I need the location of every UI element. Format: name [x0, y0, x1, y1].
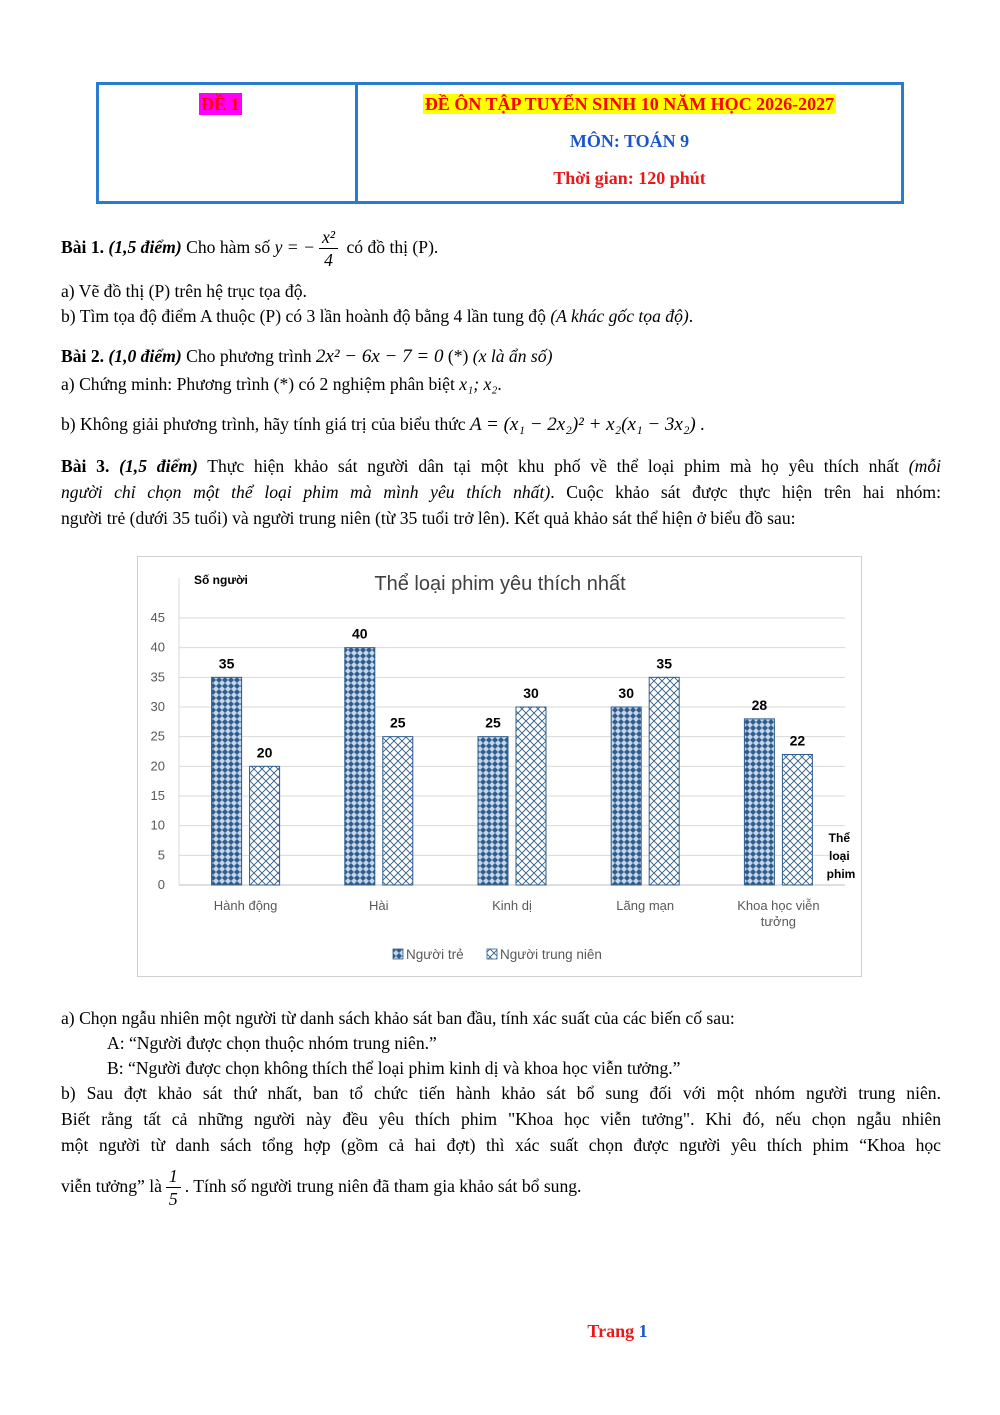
- bai2-a-end: .: [497, 374, 502, 394]
- footer-word: Trang: [587, 1321, 635, 1341]
- data-label: 35: [218, 655, 235, 672]
- bai1-b-main: b) Tìm tọa độ điểm A thuộc (P) có 3 lần hoành độ bằng 4 lần tung độ: [61, 306, 546, 326]
- data-label: 30: [618, 685, 634, 701]
- bar-chart: [137, 556, 862, 977]
- data-label: 25: [485, 714, 501, 731]
- bai3-question-b-line4: [61, 1160, 941, 1212]
- chart-svg: [138, 557, 863, 978]
- bai3-qb4-post: . Tính số người trung niên đã tham gia khảo sát bổ sung.: [184, 1176, 582, 1196]
- page-footer: [0, 1321, 1000, 1342]
- bar-young: [478, 737, 508, 885]
- probability-fraction: [166, 1165, 181, 1210]
- chart-data-labels: [219, 626, 806, 761]
- bai2-intro: Cho phương trình: [186, 346, 312, 366]
- bai3-question-a: a) Chọn ngẫu nhiên một người từ danh sách khảo sát ban đầu, tính xác suất của các biến cố sau:: [61, 1008, 735, 1028]
- bar-middle-aged: [649, 677, 679, 885]
- prob-frac-num: 1: [166, 1165, 181, 1188]
- y-tick-label: 10: [150, 817, 165, 833]
- chart-legend: [393, 947, 602, 962]
- chart-x-ticks: [214, 898, 820, 929]
- y-tick-label: 35: [150, 669, 165, 685]
- bai3-line2: [61, 480, 941, 504]
- bai3-event-b: B: “Người được chọn không thích thể loại phim kinh dị và khoa học viễn tưởng.”: [107, 1058, 681, 1078]
- bai3-question-b-line2: Biết rằng tất cả những người này đều yêu thích phim "Khoa học viễn tưởng". Khi đó, nếu chọn ngẫu nhiên: [61, 1109, 941, 1129]
- bar-middle-aged: [516, 707, 546, 885]
- x-tick-label: tưởng: [760, 914, 797, 929]
- bai3-line1-text: Thực hiện khảo sát người dân tại một khu phố về thể loại phim mà họ yêu thích nhất: [207, 456, 899, 476]
- bar-middle-aged: [383, 737, 413, 885]
- data-label: 20: [256, 744, 273, 761]
- bai2-star: (*): [447, 346, 469, 366]
- bai1-label: Bài 1.: [61, 237, 105, 257]
- bai2-a-roots: x₁; x₂: [459, 374, 498, 394]
- bai2-points: (1,0 điểm): [108, 346, 182, 366]
- bai2-b-end: .: [700, 414, 705, 434]
- y-tick-label: 5: [157, 847, 165, 863]
- y-tick-label: 30: [150, 699, 165, 714]
- bai1-func-lhs: y = −: [274, 237, 315, 257]
- legend-swatch-young: [393, 949, 403, 959]
- bai1-a: a) Vẽ đồ thị (P) trên hệ trục tọa độ.: [61, 281, 307, 301]
- y-tick-label: 25: [150, 728, 165, 744]
- bai2-note: (x là ẩn số): [472, 346, 553, 366]
- bai1-frac-num: x²: [319, 226, 338, 249]
- exam-title: ĐỀ ÔN TẬP TUYỂN SINH 10 NĂM HỌC 2026-2027: [424, 94, 835, 114]
- legend-middle-aged: Người trung niên: [500, 947, 602, 962]
- x-tick-label: Hài: [369, 898, 389, 913]
- bai1-fraction: [319, 226, 338, 271]
- prob-frac-den: 5: [168, 1189, 178, 1210]
- y-tick-label: 20: [150, 758, 165, 774]
- bai2-b-text: b) Không giải phương trình, hãy tính giá trị của biểu thức: [61, 414, 466, 434]
- x-tick-label: Lãng mạn: [616, 898, 675, 913]
- bai1-points: (1,5 điểm): [108, 237, 182, 257]
- data-label: 40: [352, 625, 368, 642]
- legend-swatch-middle-aged: [487, 949, 497, 959]
- bai3-label: Bài 3.: [61, 456, 110, 476]
- exam-code: ĐỀ 1: [201, 94, 240, 114]
- x-tick-label: Hành động: [213, 898, 278, 913]
- bai3-event-a: A: “Người được chọn thuộc nhóm trung niên.”: [107, 1033, 437, 1053]
- y-tick-label: 0: [157, 877, 165, 892]
- exam-time: Thời gian: 120 phút: [553, 168, 706, 188]
- y-tick-label: 15: [150, 788, 165, 803]
- bai2-heading: [61, 344, 941, 369]
- bai3-line1-note: (mỗi: [908, 456, 941, 476]
- data-label: 35: [656, 655, 672, 672]
- bai3-question-b-line1: b) Sau đợt khảo sát thứ nhất, ban tổ chức tiến hành khảo sát bổ sung đối với một nhóm người trung niên.: [61, 1083, 941, 1103]
- bai3-line2-text: . Cuộc khảo sát được thực hiện trên hai nhóm:: [550, 482, 941, 502]
- bai3-question-b-line3: một người từ danh sách tổng hợp (gồm cả hai đợt) thì xác suất chọn được người yêu thích phim “Khoa học: [61, 1135, 941, 1155]
- x-axis-label-line1: Thể: [828, 831, 850, 845]
- bai2-b-expr: A = (x₁ − 2x₂)² + x₂(x₁ − 3x₂): [470, 414, 696, 435]
- data-label: 25: [390, 714, 406, 731]
- bar-young: [611, 707, 641, 885]
- data-label: 30: [523, 685, 539, 701]
- bai2-b: [61, 412, 941, 437]
- header-table: [96, 82, 904, 204]
- y-tick-label: 40: [150, 639, 165, 655]
- y-axis-label: Số người: [194, 573, 248, 587]
- header-right-cell: [358, 85, 901, 201]
- bar-young: [212, 677, 242, 885]
- x-axis-label-line3: phim: [826, 867, 856, 881]
- exam-subject: MÔN: TOÁN 9: [569, 131, 690, 151]
- bai2-a-text: a) Chứng minh: Phương trình (*) có 2 nghiệm phân biệt: [61, 374, 455, 394]
- x-tick-label: Kinh dị: [492, 898, 532, 913]
- bar-middle-aged: [250, 766, 280, 885]
- x-axis-label: [827, 831, 856, 881]
- bar-young: [345, 648, 375, 885]
- bai1-b-note: (A khác gốc tọa độ): [550, 306, 689, 326]
- bai1-b-end: .: [688, 306, 694, 326]
- bai1-heading: [61, 224, 941, 271]
- bai3-line2-note: người chỉ chọn một thể loại phim mà mình yêu thích nhất): [61, 482, 551, 502]
- x-axis-label-line2: loại: [828, 849, 850, 863]
- bai3-line3: người trẻ (dưới 35 tuổi) và người trung niên (từ 35 tuổi trở lên). Kết quả khảo sát thể hiện ở biểu đồ sau:: [61, 508, 796, 528]
- bai2-a: [61, 372, 941, 396]
- data-label: 22: [789, 732, 806, 749]
- footer-page-number: 1: [638, 1321, 648, 1341]
- data-label: 28: [751, 696, 768, 713]
- bai3-line1: [61, 454, 941, 478]
- bai1-frac-den: 4: [324, 250, 333, 271]
- chart-title: Thể loại phim yêu thích nhất: [374, 573, 626, 595]
- header-left-cell: [99, 85, 358, 201]
- bai2-label: Bài 2.: [61, 346, 105, 366]
- bai2-equation: 2x² − 6x − 7 = 0: [315, 346, 444, 367]
- bai1-intro: Cho hàm số: [186, 237, 271, 257]
- bar-young: [744, 719, 774, 885]
- bai3-points: (1,5 điểm): [119, 456, 198, 476]
- legend-young: Người trẻ: [406, 947, 464, 962]
- bai1-intro-tail: có đồ thị (P).: [346, 237, 439, 257]
- bar-middle-aged: [782, 754, 812, 885]
- y-tick-label: 45: [150, 610, 165, 625]
- bai1-b: [61, 304, 941, 328]
- bai3-qb4-pre: viễn tưởng” là: [61, 1176, 162, 1196]
- x-tick-label: Khoa học viễn: [737, 898, 820, 913]
